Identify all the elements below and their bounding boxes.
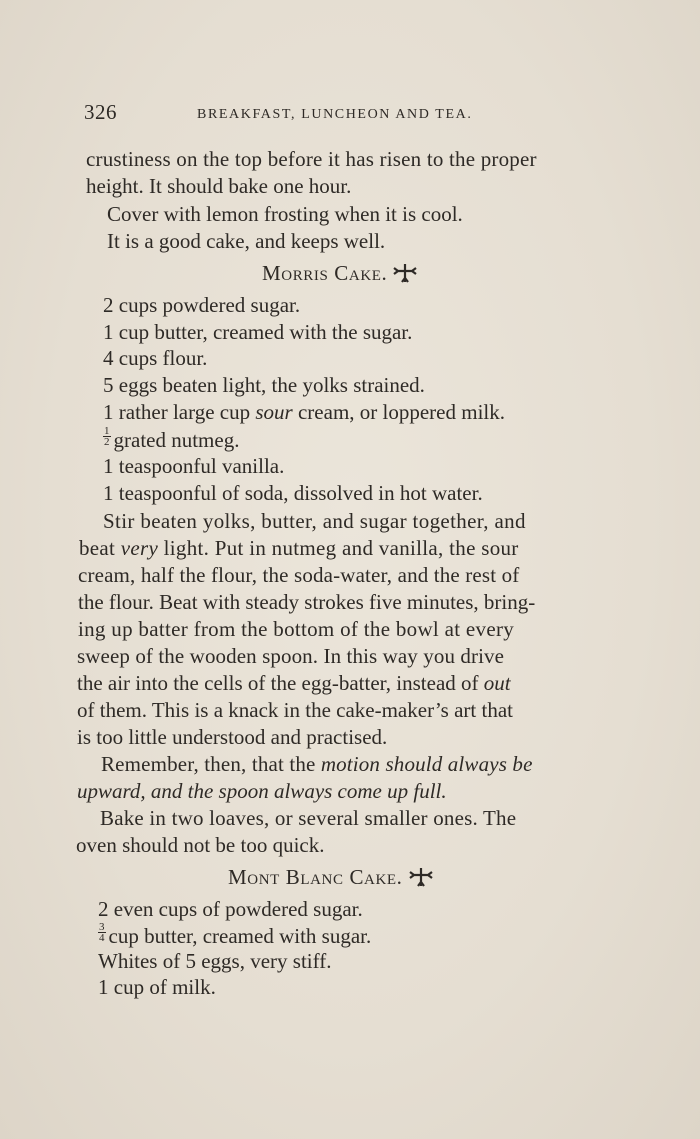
ingredient-line: $\frac{3}{4}$ cup butter, creamed with sugar. [99, 921, 372, 948]
text-line: cream, half the flour, the soda-water, and the rest of [78, 563, 520, 587]
text-line: oven should not be too quick. [76, 833, 325, 857]
fraction-three-quarters: $\frac{3}{4}$ [99, 921, 105, 944]
fraction-half: $\frac{1}{2}$ [104, 425, 110, 448]
ingredient-line: Whites of 5 eggs, very stiff. [98, 949, 332, 973]
page-header [84, 100, 504, 130]
text-line: crustiness on the top before it has risen to the proper [86, 147, 537, 171]
ingredient-line: $\frac{1}{2}$ grated nutmeg. [104, 425, 240, 452]
ingredient-line: 5 eggs beaten light, the yolks strained. [103, 373, 425, 397]
text-line: ing up batter from the bottom of the bowl at every [78, 617, 515, 641]
ingredient-line: 1 teaspoonful vanilla. [103, 454, 285, 478]
recipe-title-mont-blanc [228, 864, 433, 890]
ingredient-line: 1 cup butter, creamed with the sugar. [103, 320, 413, 344]
ingredient-line: 2 cups powdered sugar. [103, 293, 301, 317]
cross-ornament-icon [409, 867, 433, 887]
text-line: the flour. Beat with steady strokes five minutes, bring- [78, 590, 536, 614]
text-line: Remember, then, that the motion should always be [101, 752, 533, 776]
recipe-title-text: Morris Cake. [262, 261, 388, 285]
recipe-title-morris [262, 260, 417, 286]
text-line: It is a good cake, and keeps well. [107, 229, 386, 253]
text-line: beat very light. Put in nutmeg and vanilla, the sour [79, 536, 519, 560]
ingredient-line: 2 even cups of powdered sugar. [98, 897, 363, 921]
recipe-title-text: Mont Blanc Cake. [228, 865, 403, 889]
text-line: of them. This is a knack in the cake-maker’s art that [77, 698, 513, 722]
text-line: height. It should bake one hour. [86, 174, 352, 198]
ingredient-line: 4 cups flour. [103, 346, 208, 370]
cross-ornament-icon [393, 263, 417, 283]
text-line: Stir beaten yolks, butter, and sugar together, and [103, 509, 526, 533]
text-line: the air into the cells of the egg-batter, instead of out [77, 671, 511, 695]
running-title: BREAKFAST, LUNCHEON AND TEA. [197, 107, 473, 122]
text-line: sweep of the wooden spoon. In this way you drive [77, 644, 505, 668]
text-line: Cover with lemon frosting when it is cool. [107, 202, 463, 226]
page-number: 326 [84, 100, 117, 124]
ingredient-line: 1 cup of milk. [98, 975, 216, 999]
text-line: Bake in two loaves, or several smaller ones. The [100, 806, 517, 830]
text-line: is too little understood and practised. [77, 725, 388, 749]
ingredient-line: 1 teaspoonful of soda, dissolved in hot water. [103, 481, 483, 505]
text-line: upward, and the spoon always come up full. [77, 779, 447, 803]
ingredient-line: 1 rather large cup sour cream, or loppered milk. [103, 400, 505, 424]
